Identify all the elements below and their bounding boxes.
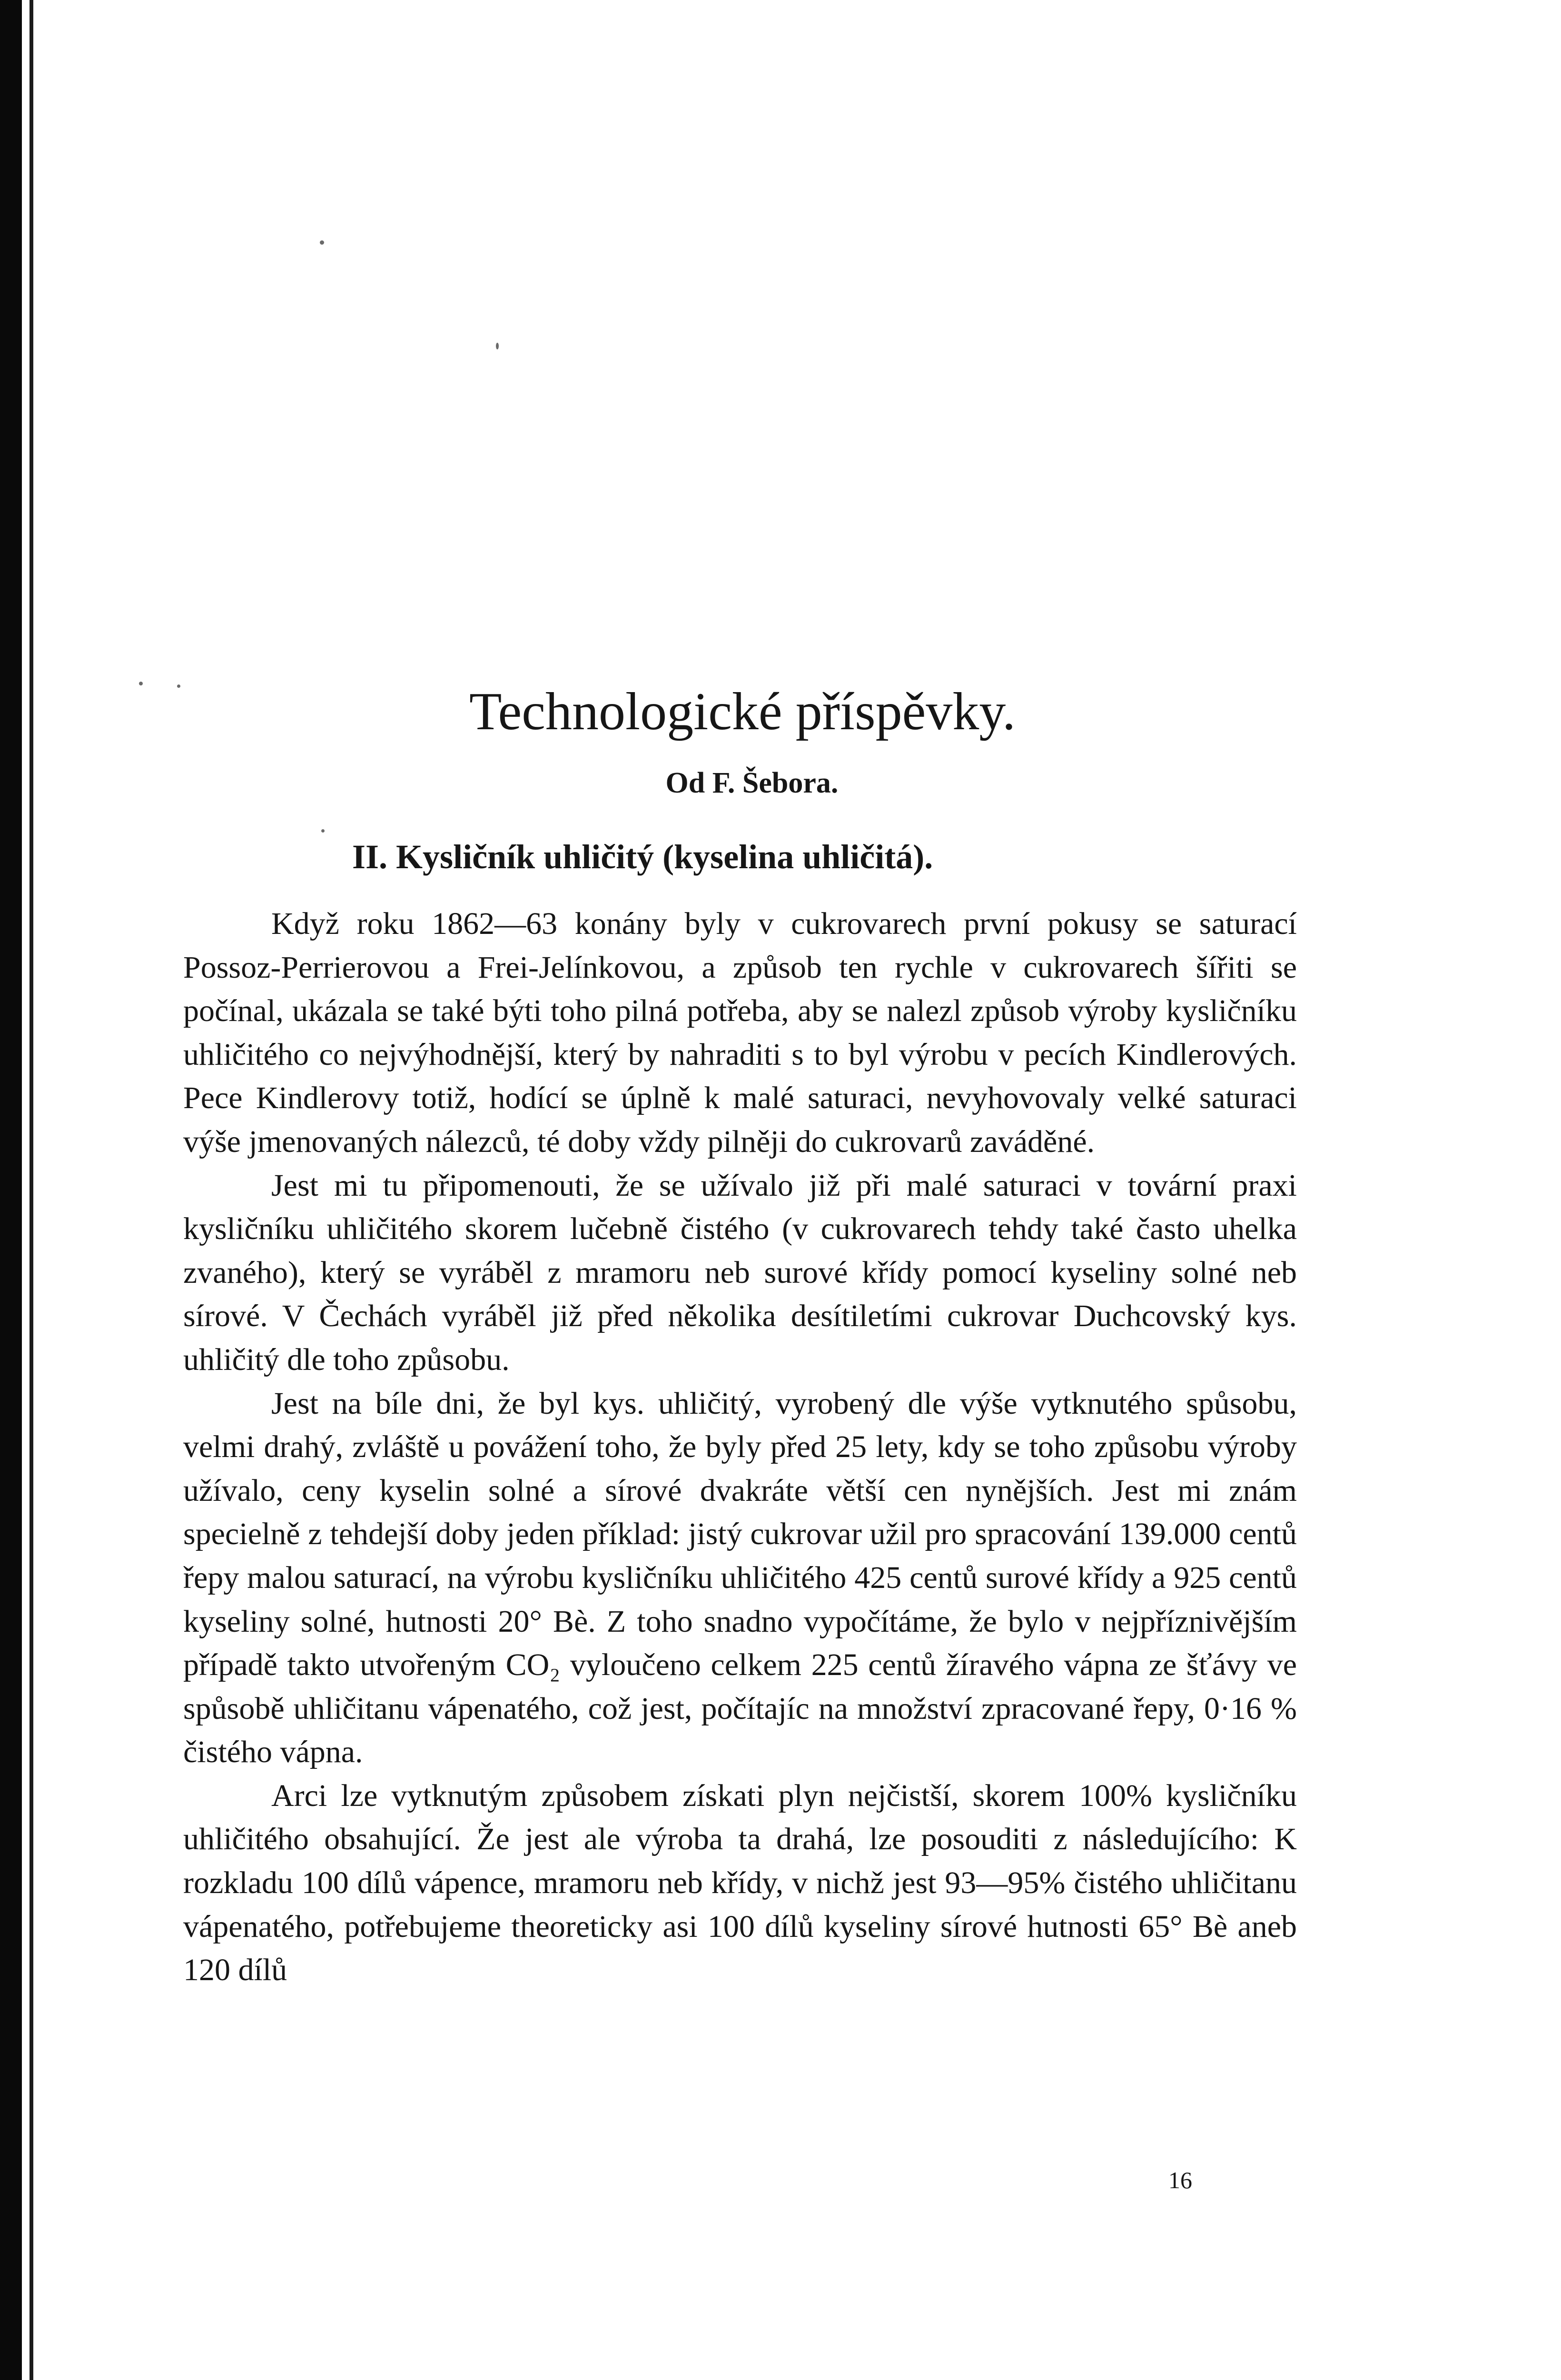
scan-speck [177, 684, 180, 688]
scan-speck [496, 343, 499, 349]
article-title-container [428, 676, 1057, 747]
paragraph-2: Jest mi tu připomenouti, že se užívalo již při malé saturaci v tovární praxi kysličníku uhličitého skorem lučebně čistého (v cukrovarech tehdy také často uhelka zvaného), který se vyráběl z mramoru neb surové křídy pomocí kyseliny solné neb sírové. V Čechách vyráběl již před několika desítiletími cukrovar Duchcovský kys. uhličitý dle toho způsobu. [183, 1168, 1297, 1377]
paragraph-1: Když roku 1862—63 konány byly v cukrovarech první pokusy se saturací Possoz-Perrierovou a Frei-Jelínkovou, a způsob ten rychle v cukrovarech šířiti se počínal, ukázala se také býti toho pilná potřeba, aby se nalezl způsob výroby kysličníku uhličitého co nejvýhodnější, který by nahraditi s to byl výrobu v pecích Kindlerových. Pece Kindlerovy totiž, hodící se úplně k malé saturaci, nevyhovovaly velké saturaci výše jmenovaných nálezců, té doby vždy pilněji do cukrovarů zaváděné. [183, 906, 1297, 1159]
article-author: Od F. Šebora. [665, 767, 839, 799]
paragraph-3: Jest na bíle dni, že byl kys. uhličitý, vyrobený dle výše vytknutého spůsobu, velmi drahý, zvláště u povážení toho, že byly před 25 lety, kdy se toho způsobu výroby užívalo, ceny kyselin solné a sírové dvakráte větší cen nynějších. Jest mi znám specielně z tehdejší doby jeden příklad: jistý cukrovar užil pro spracování 139.000 centů řepy malou saturací, na výrobu kysličníku uhličitého 425 centů surové křídy a 925 centů kyseliny solné, hutnosti 20° Bè. Z toho snadno vypočítáme, že bylo v nejpříznivějším případě takto utvořeným CO₂ vyloučeno celkem 225 centů žíravého vápna ze šťávy ve spůsobě uhličitanu vápenatého, což jest, počítajíc na množství zpracované řepy, 0·16 % čistého vápna. [183, 1386, 1297, 1770]
scan-speck [139, 682, 143, 685]
page-edge-line [30, 0, 33, 2380]
scan-speck [320, 240, 324, 245]
scan-speck [321, 829, 325, 833]
paragraph-4: Arci lze vytknutým způsobem získati plyn nejčistší, skorem 100% kysličníku uhličitého obsahující. Že jest ale výroba ta drahá, lze posouditi z následujícího: K rozkladu 100 dílů vápence, mramoru neb křídy, v nichž jest 93—95% čistého uhličitanu vápenatého, potřebujeme theoreticky asi 100 dílů kyseliny sírové hutnosti 65° Bè aneb 120 dílů [183, 1778, 1297, 1988]
section-heading: II. Kysličník uhličitý (kyselina uhličitá). [352, 838, 933, 876]
article-body [183, 902, 1297, 1992]
article-title: Technologické příspěvky. [469, 682, 1016, 741]
page-number: 16 [1168, 2167, 1192, 2193]
page-edge-shadow [0, 0, 22, 2380]
